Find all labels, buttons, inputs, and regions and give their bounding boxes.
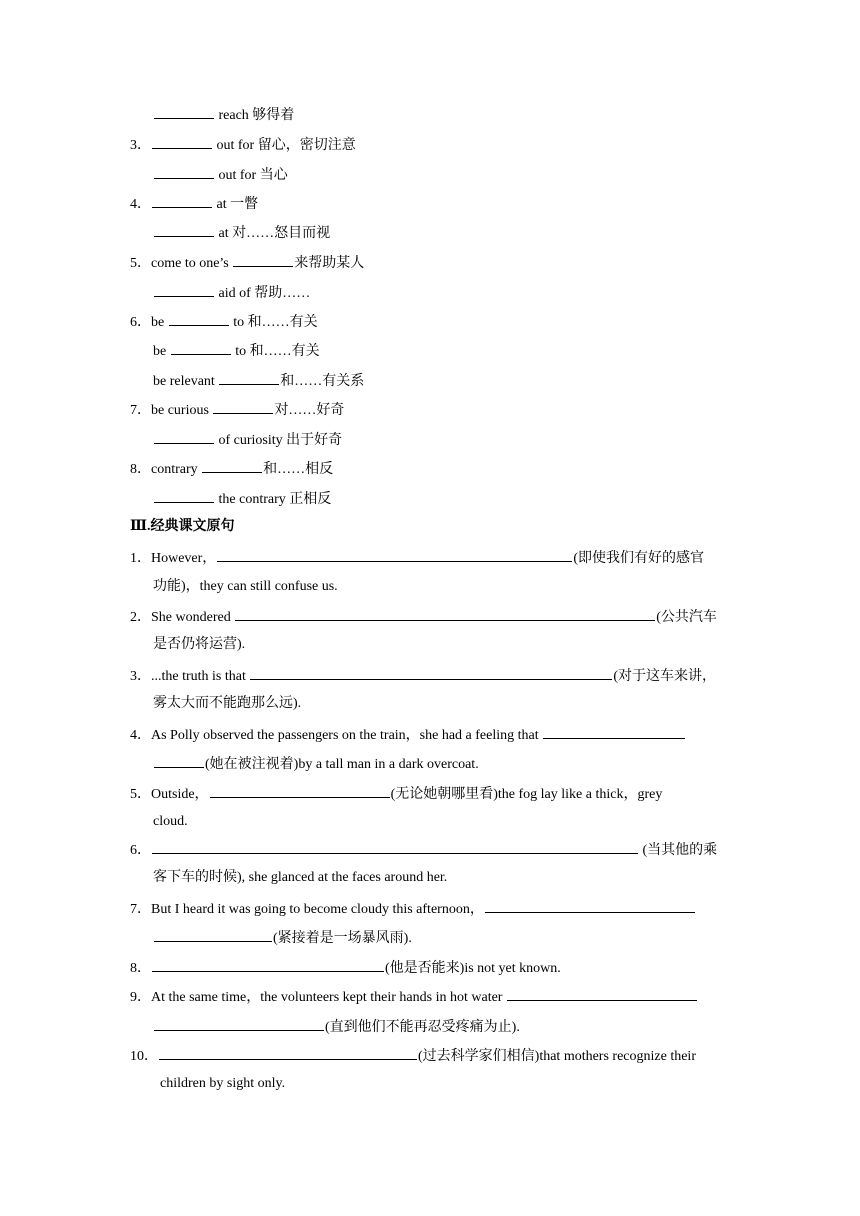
section-heading: Ⅲ.经典课文原句 <box>130 519 235 534</box>
answer-blank[interactable] <box>154 489 214 503</box>
answer-blank[interactable] <box>213 400 273 414</box>
vocab-text: be <box>153 344 167 359</box>
vocab-text: be relevant <box>153 374 215 389</box>
item-number: 7． <box>130 902 151 917</box>
vocab-text: contrary <box>151 462 198 477</box>
sentence-item-1 <box>130 548 704 568</box>
sentence-item-3 <box>130 666 716 686</box>
sentence-item-9 <box>130 987 698 1007</box>
vocab-item-3 <box>130 135 356 155</box>
sentence-text: But I heard it was going to become cloudy this afternoon， <box>151 902 484 917</box>
item-number: 8． <box>130 462 151 477</box>
answer-blank[interactable] <box>507 987 697 1001</box>
item-number: 5． <box>130 787 151 802</box>
answer-blank[interactable] <box>152 958 384 972</box>
vocab-text: of curiosity 出于好奇 <box>218 433 343 448</box>
hint-text: (对于这车来讲， <box>613 669 717 684</box>
hint-text: (即使我们有好的感官 <box>573 551 704 566</box>
answer-blank[interactable] <box>219 371 279 385</box>
sentence-continuation: 功能)，they can still confuse us. <box>153 579 338 594</box>
answer-blank[interactable] <box>250 666 612 680</box>
item-number: 7． <box>130 403 151 418</box>
item-number: 4． <box>130 197 151 212</box>
sentence-text: She wondered <box>151 610 231 625</box>
sentence-text: However， <box>151 551 217 566</box>
vocab-item-4 <box>130 194 258 214</box>
sentence-continuation <box>153 1017 520 1037</box>
sentence-continuation: 是否仍将运营). <box>153 637 246 652</box>
item-number: 9． <box>130 990 151 1005</box>
answer-blank[interactable] <box>233 253 293 267</box>
answer-blank[interactable] <box>171 341 231 355</box>
sentence-text: At the same time，the volunteers kept their hands in hot water <box>151 990 503 1005</box>
vocab-item-8 <box>130 459 333 479</box>
answer-blank[interactable] <box>543 725 685 739</box>
sentence-text: As Polly observed the passengers on the train，she had a feeling that <box>151 728 539 743</box>
hint-text: (公共汽车 <box>656 610 717 625</box>
answer-blank[interactable] <box>152 840 638 854</box>
sentence-continuation: 雾太大而不能跑那么远). <box>153 696 302 711</box>
answer-blank[interactable] <box>154 754 204 768</box>
sentence-continuation: cloud. <box>153 814 188 829</box>
vocab-text: 来帮助某人 <box>294 256 365 271</box>
vocab-line <box>153 489 331 509</box>
vocab-text: at 对……怒目而视 <box>218 226 331 241</box>
answer-blank[interactable] <box>154 430 214 444</box>
vocab-text: at 一瞥 <box>216 197 259 212</box>
vocab-line <box>153 341 320 361</box>
answer-blank[interactable] <box>154 1017 324 1031</box>
item-number: 6． <box>130 315 151 330</box>
vocab-item-5 <box>130 253 364 273</box>
sentence-item-4 <box>130 725 686 745</box>
sentence-item-5 <box>130 784 662 804</box>
hint-text: (过去科学家们相信)that mothers recognize their <box>418 1049 696 1064</box>
answer-blank[interactable] <box>154 105 214 119</box>
vocab-text: to 和……有关 <box>235 344 320 359</box>
vocab-text: aid of 帮助…… <box>218 286 311 301</box>
sentence-item-2 <box>130 607 717 627</box>
hint-text: (无论她朝哪里看)the fog lay like a thick，grey <box>390 787 663 802</box>
vocab-item-7 <box>130 400 344 420</box>
item-number: 5． <box>130 256 151 271</box>
sentence-continuation <box>153 754 479 774</box>
answer-blank[interactable] <box>154 283 214 297</box>
vocab-text: 和……相反 <box>263 462 334 477</box>
vocab-line <box>153 165 288 185</box>
sentence-item-6 <box>130 840 717 860</box>
vocab-text: the contrary 正相反 <box>218 492 332 507</box>
answer-blank[interactable] <box>202 459 262 473</box>
item-number: 3． <box>130 669 151 684</box>
vocab-line <box>153 371 364 391</box>
sentence-continuation <box>153 928 412 948</box>
hint-text: (直到他们不能再忍受疼痛为止). <box>325 1020 520 1035</box>
item-number: 3． <box>130 138 151 153</box>
item-number: 8． <box>130 961 151 976</box>
answer-blank[interactable] <box>154 165 214 179</box>
vocab-text: come to one’s <box>151 256 229 271</box>
vocab-text: 对……好奇 <box>274 403 345 418</box>
sentence-continuation: 客下车的时候), she glanced at the faces around her. <box>153 870 448 885</box>
sentence-item-7 <box>130 899 696 919</box>
answer-blank[interactable] <box>485 899 695 913</box>
answer-blank[interactable] <box>154 223 214 237</box>
vocab-line <box>153 223 330 243</box>
item-number: 1． <box>130 551 151 566</box>
vocab-text: 和……有关系 <box>280 374 365 389</box>
sentence-item-8 <box>130 958 561 978</box>
answer-blank[interactable] <box>159 1046 417 1060</box>
answer-blank[interactable] <box>235 607 655 621</box>
answer-blank[interactable] <box>152 194 212 208</box>
item-number: 4． <box>130 728 151 743</box>
item-number: 10． <box>130 1049 158 1064</box>
vocab-text: to 和……有关 <box>233 315 318 330</box>
vocab-line <box>153 105 294 125</box>
hint-text: (她在被注视着)by a tall man in a dark overcoat. <box>205 757 479 772</box>
vocab-item-6 <box>130 312 318 332</box>
answer-blank[interactable] <box>217 548 572 562</box>
answer-blank[interactable] <box>154 928 272 942</box>
hint-text: (当其他的乘 <box>642 843 718 858</box>
vocab-line <box>153 283 310 303</box>
answer-blank[interactable] <box>152 135 212 149</box>
vocab-text: out for 当心 <box>218 168 288 183</box>
sentence-continuation: children by sight only. <box>160 1076 286 1091</box>
hint-text: (他是否能来)is not yet known. <box>385 961 561 976</box>
item-number: 2． <box>130 610 151 625</box>
vocab-text: reach 够得着 <box>218 108 295 123</box>
hint-text: (紧接着是一场暴风雨). <box>273 931 412 946</box>
vocab-line <box>153 430 342 450</box>
sentence-item-10 <box>130 1046 696 1066</box>
vocab-text: be <box>151 315 165 330</box>
vocab-text: be curious <box>151 403 209 418</box>
vocab-text: out for 留心，密切注意 <box>216 138 356 153</box>
answer-blank[interactable] <box>169 312 229 326</box>
item-number: 6． <box>130 843 151 858</box>
answer-blank[interactable] <box>210 784 390 798</box>
sentence-text: Outside， <box>151 787 209 802</box>
sentence-text: ...the truth is that <box>151 669 246 684</box>
